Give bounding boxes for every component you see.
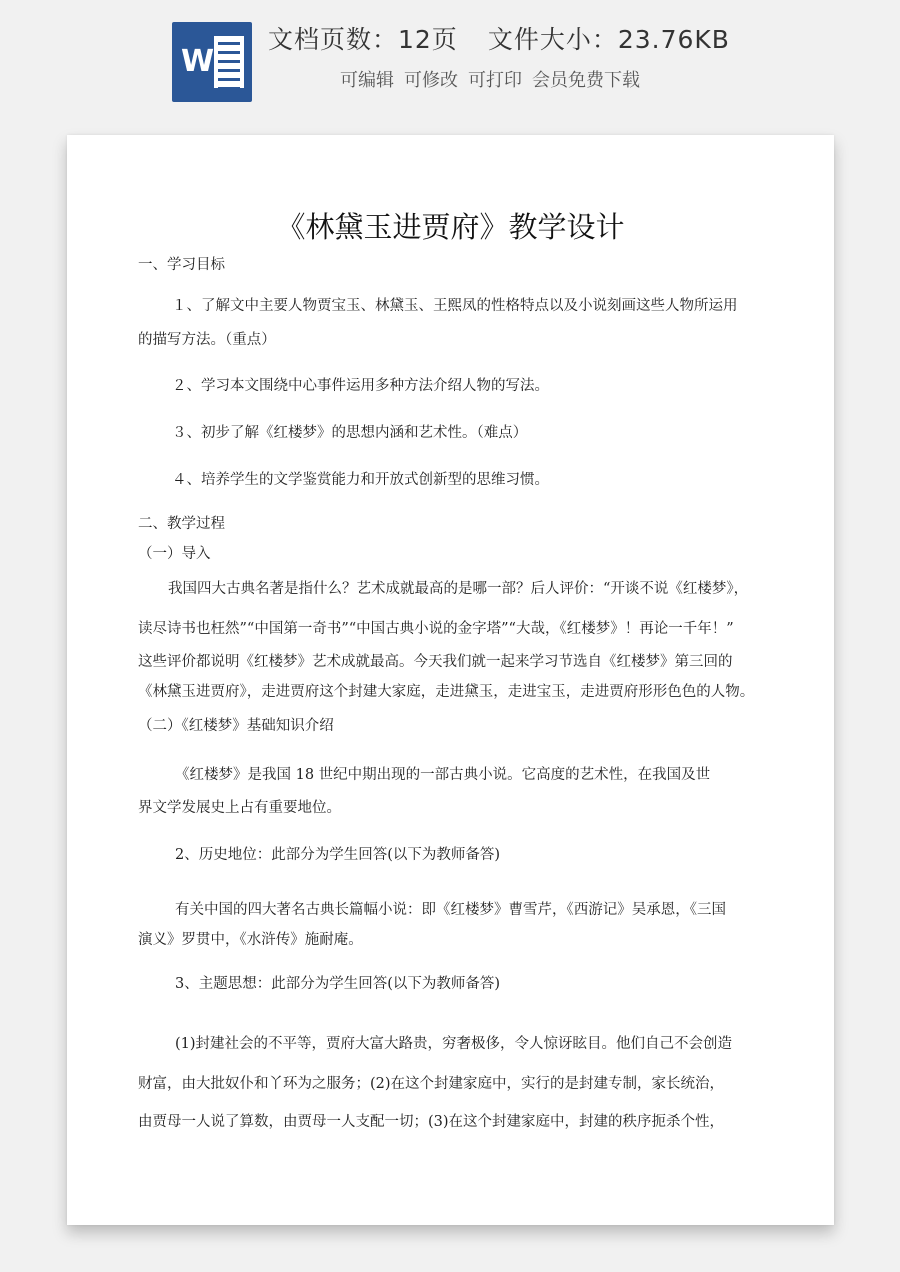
paragraph-line: 的描写方法。（重点） — [138, 332, 276, 348]
paragraph-line: ４、培养学生的文学鉴赏能力和开放式创新型的思维习惯。 — [172, 472, 549, 488]
paragraph-line: 有关中国的四大著名古典长篇幅小说：即《红楼梦》曹雪芹，《西游记》吴承恩，《三国 — [175, 902, 726, 918]
paragraph-line: 3、主题思想：此部分为学生回答(以下为教师备答) — [175, 976, 501, 992]
paragraph-line: 读尽诗书也枉然”“中国第一奇书”“中国古典小说的金字塔”“大哉，《红楼梦》！再论一千年！” — [138, 621, 734, 637]
feature-modifiable: 可修改 — [404, 70, 458, 91]
word-document-icon — [172, 22, 252, 102]
header-banner — [0, 0, 900, 120]
subsection-heading: （二）《红楼梦》基础知识介绍 — [138, 718, 334, 734]
file-size: 文件大小：23.76KB — [487, 25, 730, 54]
paragraph-line: 由贾母一人说了算数，由贾母一人支配一切；(3)在这个封建家庭中，封建的秩序扼杀个性， — [138, 1114, 725, 1130]
paragraph-line: (1)封建社会的不平等，贾府大富大路贵，穷奢极侈，令人惊讶眩目。他们自己不会创造 — [175, 1036, 733, 1052]
paragraph-line: ２、学习本文围绕中心事件运用多种方法介绍人物的写法。 — [172, 378, 549, 394]
document-page — [67, 135, 834, 1225]
feature-free-download: 会员免费下载 — [532, 70, 640, 91]
paragraph-line: 2、历史地位：此部分为学生回答(以下为教师备答) — [175, 847, 501, 863]
subsection-heading: （一）导入 — [138, 546, 211, 562]
section-heading: 一、学习目标 — [138, 257, 225, 273]
paragraph-line: １、了解文中主要人物贾宝玉、林黛玉、王熙凤的性格特点以及小说刻画这些人物所运用 — [172, 298, 738, 314]
paragraph-line: 界文学发展史上占有重要地位。 — [138, 800, 341, 816]
paragraph-line: 《红楼梦》是我国 18 世纪中期出现的一部古典小说。它高度的艺术性，在我国及世 — [175, 767, 711, 783]
paragraph-line: 这些评价都说明《红楼梦》艺术成就最高。今天我们就一起来学习节选自《红楼梦》第三回的 — [138, 654, 733, 670]
paragraph-line: 我国四大古典名著是指什么？艺术成就最高的是哪一部？后人评价：“开谈不说《红楼梦》， — [168, 581, 749, 597]
file-info — [268, 20, 730, 56]
feature-editable: 可编辑 — [340, 70, 394, 91]
feature-printable: 可打印 — [468, 70, 522, 91]
paragraph-line: ３、初步了解《红楼梦》的思想内涵和艺术性。（难点） — [172, 425, 528, 441]
document-title: 《林黛玉进贾府》教学设计 — [276, 210, 625, 244]
section-heading: 二、教学过程 — [138, 516, 225, 532]
paragraph-line: 《林黛玉进贾府》，走进贾府这个封建大家庭，走进黛玉，走进宝玉，走进贾府形形色色的人物。 — [138, 684, 755, 700]
word-logo-letter: W — [181, 44, 215, 79]
paragraph-line: 演义》罗贯中，《水浒传》施耐庵。 — [138, 932, 363, 948]
document-lines-graphic — [214, 36, 244, 88]
page-count: 文档页数：12页 — [268, 25, 458, 54]
feature-list — [340, 66, 650, 92]
paragraph-line: 财富，由大批奴仆和丫环为之服务；(2)在这个封建家庭中，实行的是封建专制，家长统治， — [138, 1076, 725, 1092]
